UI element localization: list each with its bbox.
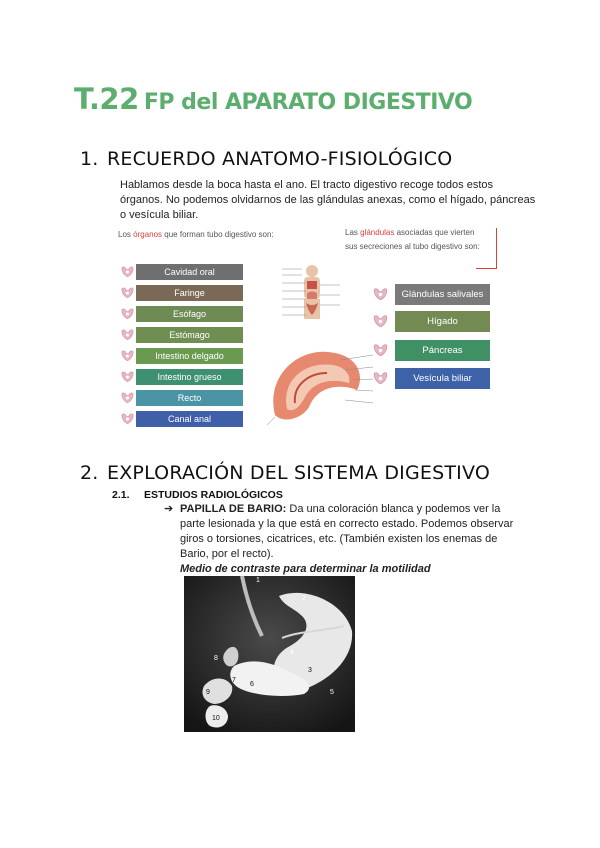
section-2-title: EXPLORACIÓN DEL SISTEMA DIGESTIVO	[107, 462, 490, 484]
paragraph-line: Hablamos desde la boca hasta el ano. El tracto digestivo recoge todos estos	[120, 179, 494, 191]
pelvis-icon	[120, 412, 135, 426]
pelvis-icon	[120, 286, 135, 300]
section-1-title: RECUERDO ANATOMO-FISIOLÓGICO	[107, 148, 453, 170]
caption-text: Las	[345, 228, 361, 237]
organ-label: Esófago	[136, 306, 243, 322]
bullet-text: Bario, por el recto).	[180, 548, 274, 560]
caption-text: asociadas que vierten	[394, 228, 475, 237]
subsection-heading	[112, 489, 283, 501]
bullet-text: parte lesionada y la que está en correcto estado. Podemos observar	[180, 518, 514, 530]
bullet-arrow: ➔	[164, 503, 174, 515]
pelvis-icon	[120, 265, 135, 279]
gland-label: Páncreas	[395, 340, 490, 361]
bullet-text: Da una coloración blanca y podemos ver la	[286, 503, 501, 515]
gland-label: Hígado	[395, 311, 490, 332]
anatomy-body-illustration	[280, 263, 342, 333]
pelvis-icon	[120, 391, 135, 405]
organ-label: Canal anal	[136, 411, 243, 427]
organ-label: Faringe	[136, 285, 243, 301]
organ-label: Intestino grueso	[136, 369, 243, 385]
section-1-paragraph	[120, 178, 540, 223]
caption-highlight: glándulas	[360, 228, 395, 237]
organ-label: Recto	[136, 390, 243, 406]
title-number: T.22	[74, 82, 139, 116]
contrast-note: Medio de contraste para determinar la motilidad	[180, 563, 431, 575]
xray-label: 8	[214, 655, 218, 662]
glands-caption	[345, 226, 480, 254]
organs-caption	[118, 230, 274, 239]
stomach-section-illustration	[265, 345, 375, 430]
subsection-number: 2.1.	[112, 489, 130, 501]
bullet-text: giros o torsiones, cicatrices, etc. (También existen los enemas de	[180, 533, 498, 545]
xray-label: 3	[308, 667, 312, 674]
organ-label: Intestino delgado	[136, 348, 243, 364]
xray-label: 6	[250, 681, 254, 688]
caption-highlight: órganos	[133, 230, 163, 239]
section-2-number: 2.	[80, 462, 99, 484]
xray-label: 10	[212, 715, 220, 722]
paragraph-line: o vesícula biliar.	[120, 209, 199, 221]
gland-label: Vesícula biliar	[395, 368, 490, 389]
paragraph-line: órganos. No podemos olvidarnos de las glándulas anexas, como el hígado, páncreas	[120, 194, 536, 206]
barium-xray-image	[184, 576, 355, 732]
caption-bracket	[476, 228, 497, 269]
section-2-heading	[80, 462, 490, 484]
xray-label: 1	[256, 577, 260, 584]
xray-label: 9	[206, 689, 210, 696]
caption-text: Los	[118, 230, 134, 239]
pelvis-icon	[372, 314, 389, 329]
pelvis-icon	[120, 370, 135, 384]
gland-label: Glándulas salivales	[395, 284, 490, 305]
organ-label: Cavidad oral	[136, 264, 243, 280]
title-text: FP del APARATO DIGESTIVO	[143, 90, 473, 115]
xray-label: 2	[302, 595, 306, 602]
section-1-number: 1.	[80, 148, 99, 170]
pelvis-icon	[120, 349, 135, 363]
pelvis-icon	[120, 307, 135, 321]
xray-label: 4	[290, 649, 294, 656]
caption-text: que forman tubo digestivo son:	[162, 230, 274, 239]
bullet-papilla-bario	[164, 502, 544, 577]
xray-label: 5	[330, 689, 334, 696]
organ-label: Estómago	[136, 327, 243, 343]
section-1-heading	[80, 148, 452, 170]
pelvis-icon	[120, 328, 135, 342]
document-title	[74, 82, 472, 116]
caption-text: sus secreciones al tubo digestivo son:	[345, 242, 480, 251]
bullet-term: PAPILLA DE BARIO:	[180, 503, 287, 515]
subsection-title: ESTUDIOS RADIOLÓGICOS	[144, 489, 283, 501]
xray-label: 7	[232, 677, 236, 684]
pelvis-icon	[372, 287, 389, 302]
